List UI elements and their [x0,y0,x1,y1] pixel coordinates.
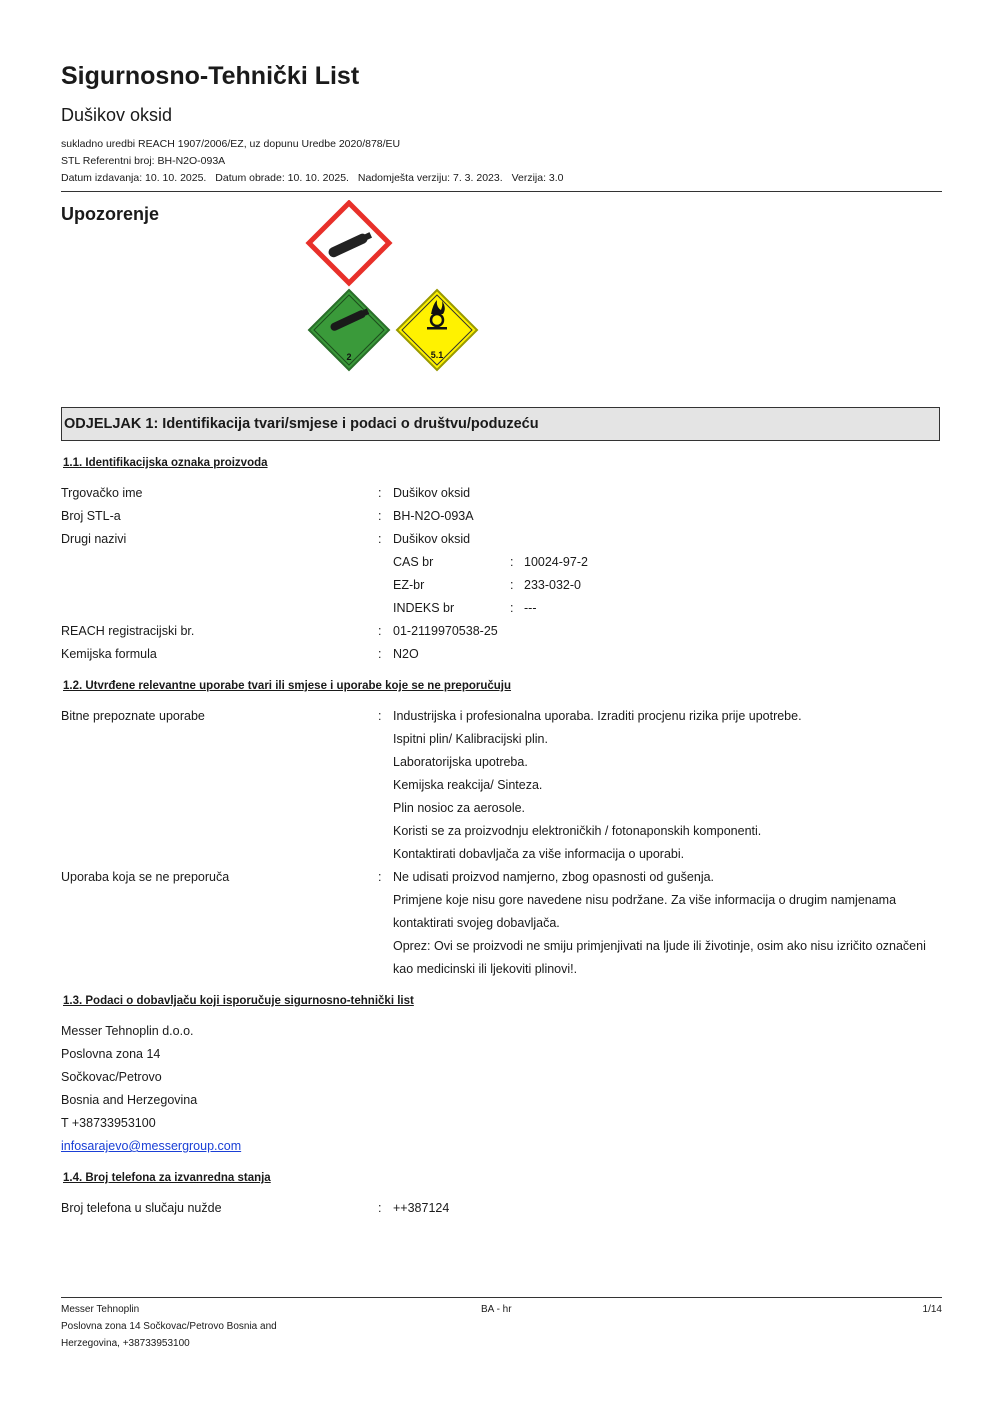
reference-line: STL Referentni broj: BH-N2O-093A [61,155,226,167]
product-subtitle: Dušikov oksid [61,105,173,125]
supplier-phone: T +38733953100 [61,1116,156,1130]
advised-against-item: Ne udisati proizvod namjerno, zbog opasnosti od gušenja. [393,870,715,884]
issue-date: Datum izdavanja: 10. 10. 2025. [61,172,207,184]
use-item: Industrijska i profesionalna uporaba. Izraditi procjenu rizika prije upotrebe. [393,709,802,723]
footer-divider [61,1297,942,1298]
formula-label: Kemijska formula [61,647,157,661]
version: Verzija: 3.0 [511,172,564,184]
use-item: Kemijska reakcija/ Sinteza. [393,778,543,792]
section-1-header [61,407,940,441]
supplier-company: Messer Tehnoplin d.o.o. [61,1024,194,1038]
footer-page-number: 1/14 [922,1304,942,1315]
ghs-gas-cylinder-icon [309,203,389,283]
other-names-label: Drugi nazivi [61,532,127,546]
other-names-value: Dušikov oksid [393,532,471,546]
uses-advised-against-label: Uporaba koja se ne preporuča [61,870,230,884]
supplier-country: Bosnia and Herzegovina [61,1093,198,1107]
emergency-phone-label: Broj telefona u slučaju nužde [61,1201,222,1215]
regulation-line: sukladno uredbi REACH 1907/2006/EZ, uz dopunu Uredbe 2020/878/EU [61,138,401,150]
hazard-pictograms [305,200,481,376]
footer-address-line-2: Herzegovina, +38733953100 [61,1338,190,1349]
advised-against-item: kao medicinski ili ljekoviti plinovi!. [393,962,578,976]
footer-company: Messer Tehnoplin [61,1304,140,1315]
footer-language: BA - hr [481,1304,512,1315]
supersedes-date: Nadomješta verziju: 7. 3. 2023. [357,172,503,184]
trade-name-label: Trgovačko ime [61,486,143,500]
adr-class-2-icon [309,290,389,370]
adr-class-2-number: 2 [346,352,352,362]
adr-class-5-1-number: 5.1 [430,350,444,360]
cas-label: CAS br [393,555,434,569]
emergency-phone-value: ++387124 [393,1201,450,1215]
formula-value: N2O [393,647,419,661]
advised-against-item: Oprez: Ovi se proizvodi ne smiju primjenjivati na ljude ili životinje, osim ako nisu izričito označeni [393,939,926,953]
adr-class-5-1-icon [397,290,477,370]
index-value: --- [524,601,537,615]
supplier-city: Sočkovac/Petrovo [61,1070,162,1084]
index-label: INDEKS br [393,601,455,615]
signal-word: Upozorenje [61,204,160,224]
sds-number-value: BH-N2O-093A [393,509,474,523]
advised-against-item: kontaktirati svojeg dobavljača. [393,916,560,930]
use-item: Ispitni plin/ Kalibracijski plin. [393,732,548,746]
identified-uses-label: Bitne prepoznate uporabe [61,709,205,723]
footer-address-line-1: Poslovna zona 14 Sočkovac/Petrovo Bosnia and [61,1321,277,1332]
use-item: Plin nosioc za aerosole. [393,801,526,815]
subsection-1-1-title: 1.1. Identifikacijska oznaka proizvoda [63,457,268,469]
advised-against-item: Primjene koje nisu gore navedene nisu podržane. Za više informacija o drugim namjenama [393,893,897,907]
sds-number-label: Broj STL-a [61,509,121,523]
subsection-1-2-title: 1.2. Utvrđene relevantne uporabe tvari ili smjese i uporabe koje se ne preporučuju [63,680,512,692]
use-item: Kontaktirati dobavljača za više informacija o uporabi. [393,847,685,861]
section-1-title: ODJELJAK 1: Identifikacija tvari/smjese i podaci o društvu/poduzeću [64,416,539,432]
trade-name-value: Dušikov oksid [393,486,471,500]
subsection-1-3-title: 1.3. Podaci o dobavljaču koji isporučuje sigurnosno-tehnički list [63,995,414,1007]
use-item: Laboratorijska upotreba. [393,755,528,769]
reach-label: REACH registracijski br. [61,624,195,638]
supplier-street: Poslovna zona 14 [61,1047,161,1061]
document-title: Sigurnosno-Tehnički List [61,62,360,90]
reach-value: 01-2119970538-25 [393,624,498,638]
subsection-1-4-title: 1.4. Broj telefona za izvanredna stanja [63,1172,271,1184]
cas-value: 10024-97-2 [524,555,588,569]
supplier-email-link[interactable]: infosarajevo@messergroup.com [61,1139,242,1153]
revision-date: Datum obrade: 10. 10. 2025. [215,172,349,184]
dates-line [61,172,570,184]
header-divider [61,191,942,192]
ec-value: 233-032-0 [524,578,581,592]
ec-label: EZ-br [393,578,425,592]
use-item: Koristi se za proizvodnju elektroničkih / fotonaponskih komponenti. [393,824,762,838]
